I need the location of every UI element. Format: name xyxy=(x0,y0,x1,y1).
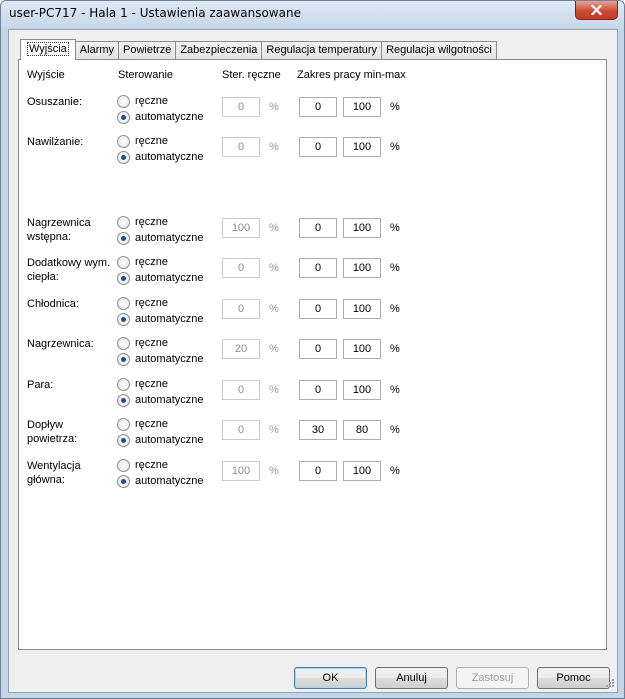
range-max-field[interactable]: 100 xyxy=(343,339,381,359)
manual-value-field[interactable]: 0 xyxy=(222,258,260,278)
radio-automatic-label: automatyczne xyxy=(135,151,204,163)
help-button[interactable]: Pomoc xyxy=(537,667,610,689)
tab-regulacja-wilgotnosci[interactable] xyxy=(381,41,497,60)
range-percent-unit: % xyxy=(390,384,400,396)
manual-percent-unit: % xyxy=(269,303,279,315)
manual-percent-unit: % xyxy=(269,141,279,153)
tab-label: Regulacja wilgotności xyxy=(386,44,492,56)
manual-value-field[interactable]: 0 xyxy=(222,380,260,400)
manual-percent-unit: % xyxy=(269,343,279,355)
radio-manual-label: ręczne xyxy=(135,95,169,107)
output-label: Wentylacja główna: xyxy=(27,460,81,486)
range-max-field[interactable]: 100 xyxy=(343,380,381,400)
range-percent-unit: % xyxy=(390,424,400,436)
outputs-panel xyxy=(18,59,607,650)
range-max-field[interactable]: 80 xyxy=(343,420,381,440)
tab-alarmy[interactable] xyxy=(75,41,119,60)
radio-manual[interactable] xyxy=(117,135,130,148)
range-max-field[interactable]: 100 xyxy=(343,97,381,117)
radio-automatic-label: automatyczne xyxy=(135,434,204,446)
manual-percent-unit: % xyxy=(269,384,279,396)
radio-manual-label: ręczne xyxy=(135,297,169,309)
output-label: Nawilżanie: xyxy=(27,136,84,148)
close-icon xyxy=(591,5,602,15)
output-label: Dodatkowy wym. ciepła: xyxy=(27,257,111,283)
manual-percent-unit: % xyxy=(269,101,279,113)
range-max-field[interactable]: 100 xyxy=(343,461,381,481)
range-min-field[interactable]: 0 xyxy=(299,299,337,319)
tab-strip xyxy=(20,39,496,60)
output-label: Dopływ powietrza: xyxy=(27,419,78,445)
radio-automatic-label: automatyczne xyxy=(135,232,204,244)
range-max-field[interactable]: 100 xyxy=(343,218,381,238)
close-button[interactable] xyxy=(575,1,618,20)
radio-manual-label: ręczne xyxy=(135,337,169,349)
radio-manual[interactable] xyxy=(117,418,130,431)
manual-value-field[interactable]: 0 xyxy=(222,137,260,157)
tab-regulacja-temperatury[interactable] xyxy=(261,41,382,60)
radio-automatic[interactable] xyxy=(117,232,130,245)
radio-manual[interactable] xyxy=(117,95,130,108)
tab-label: Alarmy xyxy=(79,44,115,56)
range-min-field[interactable]: 0 xyxy=(299,258,337,278)
range-percent-unit: % xyxy=(390,465,400,477)
tab-label: Powietrze xyxy=(123,44,172,56)
range-percent-unit: % xyxy=(390,343,400,355)
header-output: Wyjście xyxy=(27,69,65,81)
radio-automatic-label: automatyczne xyxy=(135,394,204,406)
range-min-field[interactable]: 0 xyxy=(299,97,337,117)
manual-value-field[interactable]: 20 xyxy=(222,339,260,359)
range-min-field[interactable]: 0 xyxy=(299,137,337,157)
radio-automatic-label: automatyczne xyxy=(135,272,204,284)
output-label: Nagrzewnica wstępna: xyxy=(27,217,91,243)
manual-value-field[interactable]: 100 xyxy=(222,218,260,238)
tab-label: Wyjścia xyxy=(29,43,67,55)
output-label: Para: xyxy=(27,379,54,391)
range-min-field[interactable]: 0 xyxy=(299,218,337,238)
radio-automatic[interactable] xyxy=(117,475,130,488)
window-title: user-PC717 - Hala 1 - Ustawienia zaawansowane xyxy=(9,6,301,20)
manual-value-field[interactable]: 0 xyxy=(222,420,260,440)
radio-manual[interactable] xyxy=(117,459,130,472)
radio-manual-label: ręczne xyxy=(135,459,169,471)
range-percent-unit: % xyxy=(390,222,400,234)
radio-automatic[interactable] xyxy=(117,353,130,366)
range-percent-unit: % xyxy=(390,141,400,153)
radio-automatic[interactable] xyxy=(117,111,130,124)
range-percent-unit: % xyxy=(390,303,400,315)
tab-zabezpieczenia[interactable] xyxy=(175,41,262,60)
range-min-field[interactable]: 30 xyxy=(299,420,337,440)
radio-automatic[interactable] xyxy=(117,272,130,285)
radio-automatic-label: automatyczne xyxy=(135,475,204,487)
ok-button[interactable]: OK xyxy=(294,667,367,689)
range-percent-unit: % xyxy=(390,262,400,274)
tab-label: Zabezpieczenia xyxy=(180,44,258,56)
apply-button[interactable]: Zastosuj xyxy=(456,667,529,689)
header-range: Zakres pracy min-max xyxy=(297,69,406,81)
range-min-field[interactable]: 0 xyxy=(299,339,337,359)
radio-manual-label: ręczne xyxy=(135,418,169,430)
radio-manual[interactable] xyxy=(117,297,130,310)
manual-value-field[interactable]: 0 xyxy=(222,97,260,117)
manual-value-field[interactable]: 100 xyxy=(222,461,260,481)
radio-automatic[interactable] xyxy=(117,394,130,407)
dialog-client-area xyxy=(8,29,618,693)
tab-label: Regulacja temperatury xyxy=(266,44,378,56)
radio-manual[interactable] xyxy=(117,378,130,391)
range-min-field[interactable]: 0 xyxy=(299,380,337,400)
manual-percent-unit: % xyxy=(269,424,279,436)
radio-manual[interactable] xyxy=(117,216,130,229)
range-min-field[interactable]: 0 xyxy=(299,461,337,481)
manual-percent-unit: % xyxy=(269,465,279,477)
header-control: Sterowanie xyxy=(118,69,174,81)
tab-powietrze[interactable] xyxy=(118,41,176,60)
radio-automatic-label: automatyczne xyxy=(135,111,204,123)
radio-automatic[interactable] xyxy=(117,313,130,326)
header-manual-value: Ster. ręczne xyxy=(222,69,281,81)
output-label: Osuszanie: xyxy=(27,96,83,108)
manual-percent-unit: % xyxy=(269,262,279,274)
radio-manual-label: ręczne xyxy=(135,378,169,390)
range-percent-unit: % xyxy=(390,101,400,113)
radio-automatic[interactable] xyxy=(117,151,130,164)
manual-value-field[interactable]: 0 xyxy=(222,299,260,319)
radio-manual[interactable] xyxy=(117,337,130,350)
radio-manual-label: ręczne xyxy=(135,216,169,228)
tab-wyjscia[interactable] xyxy=(20,39,76,60)
radio-automatic-label: automatyczne xyxy=(135,353,204,365)
radio-manual-label: ręczne xyxy=(135,256,169,268)
range-max-field[interactable]: 100 xyxy=(343,137,381,157)
output-label: Chłodnica: xyxy=(27,298,79,310)
title-bar[interactable] xyxy=(1,1,624,28)
radio-manual[interactable] xyxy=(117,256,130,269)
resize-grip-icon[interactable] xyxy=(603,678,615,690)
range-max-field[interactable]: 100 xyxy=(343,299,381,319)
manual-percent-unit: % xyxy=(269,222,279,234)
radio-automatic[interactable] xyxy=(117,434,130,447)
radio-manual-label: ręczne xyxy=(135,135,169,147)
radio-automatic-label: automatyczne xyxy=(135,313,204,325)
cancel-button[interactable]: Anuluj xyxy=(375,667,448,689)
range-max-field[interactable]: 100 xyxy=(343,258,381,278)
output-label: Nagrzewnica: xyxy=(27,338,94,350)
